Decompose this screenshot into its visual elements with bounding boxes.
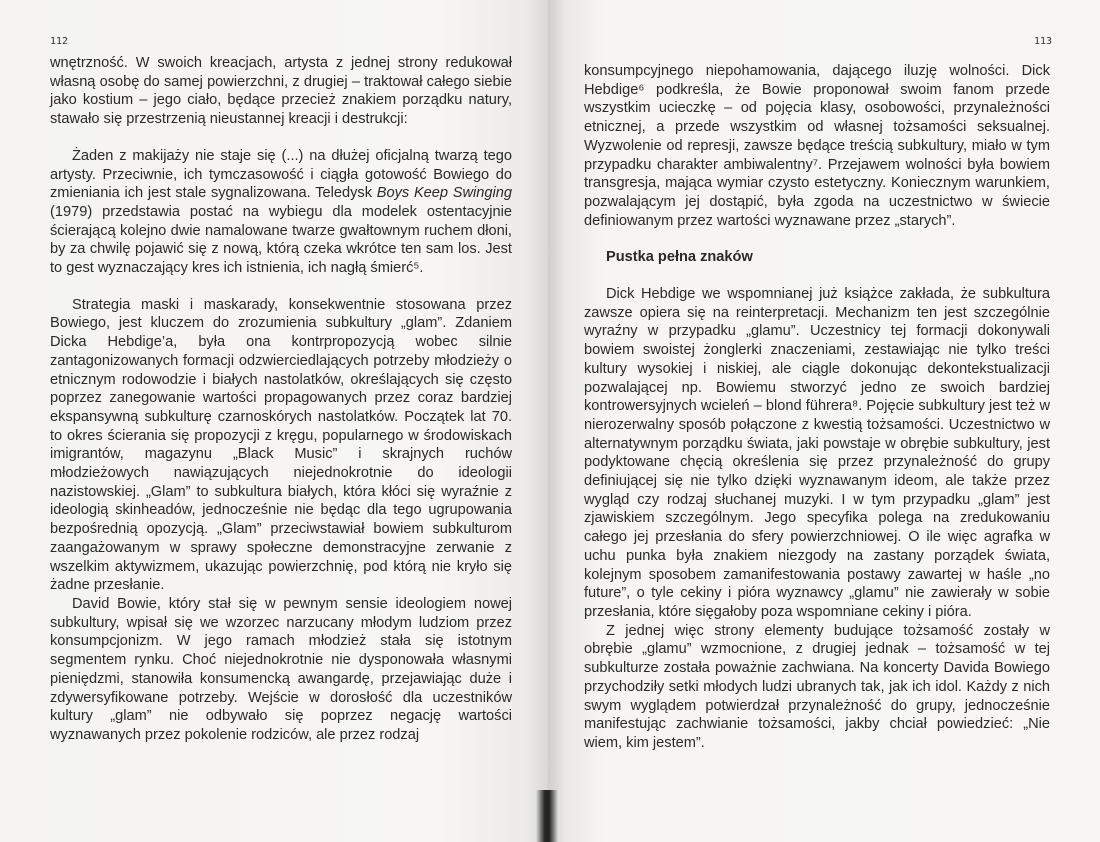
paragraph: Z jednej więc strony elementy budujące tożsamość zostały w obrębie „glamu” wzmocnione, z drugiej jednak – tożsamość w tej subkulturze została poważnie zachwiana. Na koncerty Davida Bowiego przychodziły setki młodych ludzi ubranych tak, jak ich idol. Każdy z nich swym wyglądem potwierdzał przynależność do grupy, jednocześnie manifestując zachwianie tożsamości, jakby chciał powiedzieć: „Nie wiem, kim jestem”.: [584, 622, 1050, 751]
film-title: Boys Keep Swinging: [376, 185, 512, 202]
paragraph: David Bowie, który stał się w pewnym sensie ideologiem nowej subkultury, wpisał się we wzorzec narzucany młodym ludziom przez konsumpcjonizm. W jego ramach młodzież stała się istotnym segmentem rynku. Choć niejednokrotnie nie dysponowała własnymi pieniędzmi, stanowiła konsumencką awangardę, przejawiając duże i zdywersyfikowane potrzeby. Wejście w dorosłość dla uczestników kultury „glam” nie odbywało się poprzez negację wartości wyznawanych przez pokolenie rodziców, ale przez rodzaj: [50, 595, 512, 743]
block-quote: Żaden z makijaży nie staje się (...) na dłużej oficjalną twarzą tego artysty. Przeciwnie, ich tymczasowość i ciągła gotowość Bowiego do zmieniania ich jest stale sygnalizowana. Teledysk Boys Keep Swinging (1979) przedstawia postać na wybiegu dla modelek ostentacyjnie ścierającą kolejno dwie namalowane twarze gwałtownym ruchem dłoni, by za chwilę pojawić się z nową, którą czeka wkrótce ten sam los. Jest to gest wyznaczający kres ich istnienia, ich nagłą śmierć⁵.: [50, 147, 512, 277]
page-number-left: 112: [50, 36, 69, 47]
paragraph: konsumpcyjnego niepohamowania, dającego iluzję wolności. Dick Hebdige⁶ podkreśla, że Bowie proponował swoim fanom przede wszystkim ucieczkę – od pojęcia klasy, osobowości, przynależności etnicznej, a przede wszystkim od własnej tożsamości seksualnej. Wyzwolenie od represji, zawsze będące treścią subkultury, miało w tym przypadku charakter ambiwalentny⁷. Przejawem wolności była bowiem transgresja, mająca wymiar czysto estetyczny. Koniecznym warunkiem, pozwalającym jej dostąpić, była zgoda na uczestnictwo w świecie definiowanym przez wartości wyznawane przez „starych”.: [584, 63, 1050, 229]
right-page-text: [584, 62, 1050, 753]
left-page-text: [50, 54, 512, 745]
left-page: [0, 0, 548, 842]
right-page: [548, 0, 1100, 842]
page-number-right: 113: [1034, 36, 1053, 47]
book-gutter-shadow: [536, 790, 558, 842]
paragraph: Strategia maski i maskarady, konsekwentnie stosowana przez Bowiego, jest kluczem do zrozumienia subkultury „glam”. Zdaniem Dicka Hebdige’a, była ona kontrpropozycją wobec silnie zantagonizowanych formacji odzwierciedlających potrzeby młodzieży o etnicznym rodowodzie i białych nastolatków, określających się często poprzez zanegowanie wartości propagowanych przez coraz bardziej ekspansywną subkulturę czarnoskórych nastolatków. Początek lat 70. to okres ścierania się propozycji z kręgu, popularnego w środowiskach imigrantów, magazynu „Black Music” i skrajnych ruchów młodzieżowych nawiązujących niejednokrotnie do ideologii nazistowskiej. „Glam” to subkultura białych, która kłóci się wyraźnie z ideologią skinheadów, jednocześnie nie będąc dla tego ugrupowania bezpośrednią opozycją. „Glam” przeciwstawiał bowiem subkulturom zaangażowanym w sprawy społeczne demonstracyjne zerwanie z wszelkim aktywizmem, ukazując powierzchnię, pod którą nie kryło się żadne przesłanie.: [50, 296, 512, 594]
section-heading: Pustka pełna znaków: [606, 249, 753, 266]
paragraph: Dick Hebdige we wspomnianej już książce zakłada, że subkultura zawsze opiera się na reinterpretacji. Mechanizm ten jest szczególnie wyraźny w przypadku „glamu”. Uczestnicy tej formacji dokonywali bowiem swoistej żonglerki znaczeniami, zestawiając nie tylko treści kultury wysokiej i niskiej, ale ciągle dokonując dekontekstualizacji pozwalającej np. Bowiemu stworzyć jedno ze swoich bardziej kontrowersyjnych wcieleń – blond führera⁸. Pojęcie subkultury jest też w nierozerwalny sposób połączone z kwestią tożsamości. Uczestnictwo w alternatywnym porządku świata, jaki powstaje w obrębie subkultury, jest podyktowane chęcią określenia się przez przynależność do grupy definiującej się nie tylko dzięki wyznawanym ideom, ale także przez wygląd czy rodzaj słuchanej muzyki. I w tym przypadku „glam” jest zjawiskiem szczególnym. Jego specyfika polega na zredukowaniu całego jej przesłania do sfery powierzchniowej. O ile więc agrafka w uchu punka była znakiem niezgody na zastany porządek świata, kolejnym sposobem zamanifestowania postawy zawartej w haśle „no future”, o tyle cekiny i pióra wyznawcy „glamu” nie zawierały w sobie przesłania, które sięgałoby poza wspomniane cekiny i pióra.: [584, 286, 1050, 620]
paragraph: wnętrzność. W swoich kreacjach, artysta z jednej strony redukował własną osobę do samej powierzchni, z drugiej – traktował całego siebie jako kostium – jego ciało, będące przecież znakiem porządku natury, stawało się przestrzenią nieustannej kreacji i destrukcji:: [50, 55, 512, 128]
